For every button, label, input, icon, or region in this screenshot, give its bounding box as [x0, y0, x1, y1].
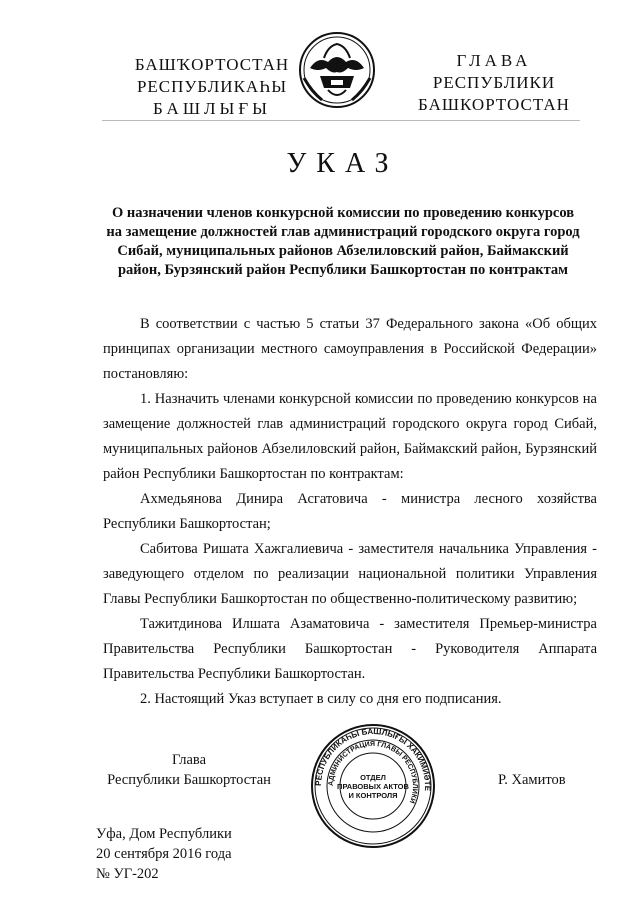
member-1-paragraph: Ахмедьянова Динира Асгатовича - министра лесного хозяйства Республики Башкортостан;	[103, 491, 597, 532]
member-2-paragraph: Сабитова Ришата Хажгалиевича - заместителя начальника Управления - заведующего отделом по реализации национальной политики Управления Главы Республики Башкортостан по общественно-политическому развитию;	[103, 541, 597, 607]
header-left-line-3: БАШЛЫҒЫ	[153, 99, 271, 118]
seal-center-line-3: И КОНТРОЛЯ	[348, 791, 398, 800]
item-2-paragraph: 2. Настоящий Указ вступает в силу со дня его подписания.	[140, 691, 502, 707]
seal-center-line-1: ОТДЕЛ	[360, 773, 386, 782]
subject-line-4: район, Бурзянский район Республики Башкортостан по контрактам	[117, 262, 569, 278]
header-divider	[102, 120, 580, 121]
header-right-line-2: РЕСПУБЛИКИ	[432, 73, 556, 92]
signatory-role-line-1: Глава	[171, 752, 207, 768]
decree-subject	[100, 204, 586, 280]
subject-line-3: Сибай, муниципальных районов Абзелиловский район, Баймакский	[117, 243, 569, 259]
issue-place: Уфа, Дом Республики	[96, 826, 232, 842]
decree-body	[103, 312, 597, 712]
item-1-paragraph: 1. Назначить членами конкурсной комиссии по проведению конкурсов на замещение должностей глав администраций городского округа город Сибай, муниципальных районов Абзелиловский район, Баймакский район, Бурзянский район Республики Башкортостан по контрактам:	[103, 391, 597, 482]
official-seal-icon	[309, 722, 437, 850]
seal-outer-text: РЕСПУБЛИКАҺЫ БАШЛЫҒЫ ХАКИМИӘТЕ	[313, 726, 433, 792]
header-russian	[404, 50, 584, 116]
seal-inner-text: АДМИНИСТРАЦИЯ ГЛАВЫ РЕСПУБЛИКИ	[327, 740, 419, 805]
issue-date: 20 сентября 2016 года	[96, 846, 232, 862]
decree-footer	[96, 824, 232, 884]
signatory-role-line-2: Республики Башкортостан	[107, 772, 271, 788]
header-right-line-3: БАШКОРТОСТАН	[418, 95, 570, 114]
signatory-role	[94, 750, 284, 790]
decree-number: № УГ-202	[96, 866, 159, 882]
header-left-line-1: БАШҠОРТОСТАН	[134, 55, 290, 74]
header-right-line-1: ГЛАВА	[456, 51, 532, 70]
header-bashkir	[112, 54, 312, 120]
signatory-name: Р. Хамитов	[498, 772, 566, 788]
subject-line-2: на замещение должностей глав администраций городского округа город	[106, 224, 580, 240]
seal-center-line-2: ПРАВОВЫХ АКТОВ	[337, 782, 409, 791]
member-3-paragraph: Тажитдинова Илшата Азаматовича - заместителя Премьер-министра Правительства Республики Башкортостан - Руководителя Аппарата Правительства Республики Башкортостан.	[103, 616, 597, 682]
document-title: УКАЗ	[286, 148, 399, 179]
header-left-line-2: РЕСПУБЛИКАҺЫ	[136, 77, 288, 96]
subject-line-1: О назначении членов конкурсной комиссии по проведению конкурсов	[111, 205, 575, 221]
coat-of-arms-icon	[298, 28, 376, 112]
preamble-paragraph: В соответствии с частью 5 статьи 37 Федерального закона «Об общих принципах организации местного самоуправления в Российской Федерации» постановляю:	[103, 316, 597, 382]
